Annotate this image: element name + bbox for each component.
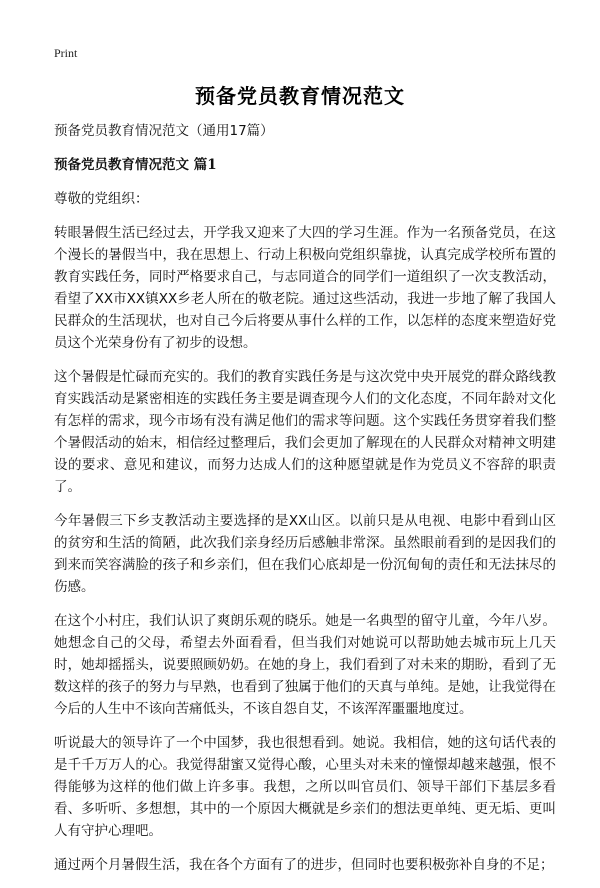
section-heading: 预备党员教育情况范文 篇1: [54, 157, 217, 173]
document-subtitle: 预备党员教育情况范文（通用17篇）: [54, 123, 274, 139]
paragraph: 听说最大的领导许了一个中国梦，我也很想看到。她说。我相信，她的这句话代表的是千千万万人的心。我觉得甜蜜又觉得心酸，心里头对未来的憧憬却越来越强，恨不得能够为这样的他们做上许多事。我想，之所以叫官员们、领导干部们下基层多看看、多听听、多想想，其中的一个原因大概就是乡亲们的想法更单纯、更无垢、更叫人有守护心理吧。: [54, 735, 556, 839]
paragraph: 通过两个月暑假生活，我在各个方面有了的进步，但同时也要积极弥补自身的不足；: [54, 857, 554, 873]
document-title: 预备党员教育情况范文: [195, 84, 405, 108]
paragraph: 在这个小村庄，我们认识了爽朗乐观的晓乐。她是一名典型的留守儿童，今年八岁。她想念自己的父母，希望去外面看看，但当我们对她说可以帮助她去城市玩上几天时，她却摇摇头，说要照顾奶奶。在她的身上，我们看到了对未来的期盼，看到了无数这样的孩子的努力与早熟，也看到了独属于他们的天真与单纯。是她，让我觉得在今后的人生中不该向苦痛低头，不该自怨自艾，不该浑浑噩噩地度过。: [54, 613, 556, 717]
paragraph: 这个暑假是忙碌而充实的。我们的教育实践任务是与这次党中央开展党的群众路线教育实践活动是紧密相连的实践任务主要是调查现今人们的文化态度，不同年龄对文化有怎样的需求，现今市场有没有满足他们的需求等问题。这个实践任务贯穿着我们整个暑假活动的始末，相信经过整理后，我们会更加了解现在的人民群众对精神文明建设的要求、意见和建议，而努力达成人们的这种愿望就是作为党员义不容辞的职责了。: [54, 369, 556, 495]
greeting: 尊敬的党组织：: [54, 191, 149, 207]
paragraph: 今年暑假三下乡支教活动主要选择的是XX山区。以前只是从电视、电影中看到山区的贫穷和生活的简陋，此次我们亲身经历后感触非常深。虽然眼前看到的是因我们的到来而笑容满脸的孩子和乡亲们，但在我们心底却是一份沉甸甸的责任和无法抹尽的伤感。: [54, 513, 556, 595]
paragraph: 转眼暑假生活已经过去，开学我又迎来了大四的学习生涯。作为一名预备党员，在这个漫长的暑假当中，我在思想上、行动上积极向党组织靠拢，认真完成学校所布置的教育实践任务，同时严格要求自己，与志同道合的同学们一道组织了一次支教活动，看望了XX市XX镇XX乡老人所在的敬老院。通过这些活动，我进一步地了解了我国人民群众的生活现状，也对自己今后将要从事什么样的工作，以怎样的态度来塑造好党员这个光荣身份有了初步的设想。: [54, 225, 556, 351]
document-body: [54, 120, 556, 888]
print-label[interactable]: Print: [54, 46, 78, 60]
